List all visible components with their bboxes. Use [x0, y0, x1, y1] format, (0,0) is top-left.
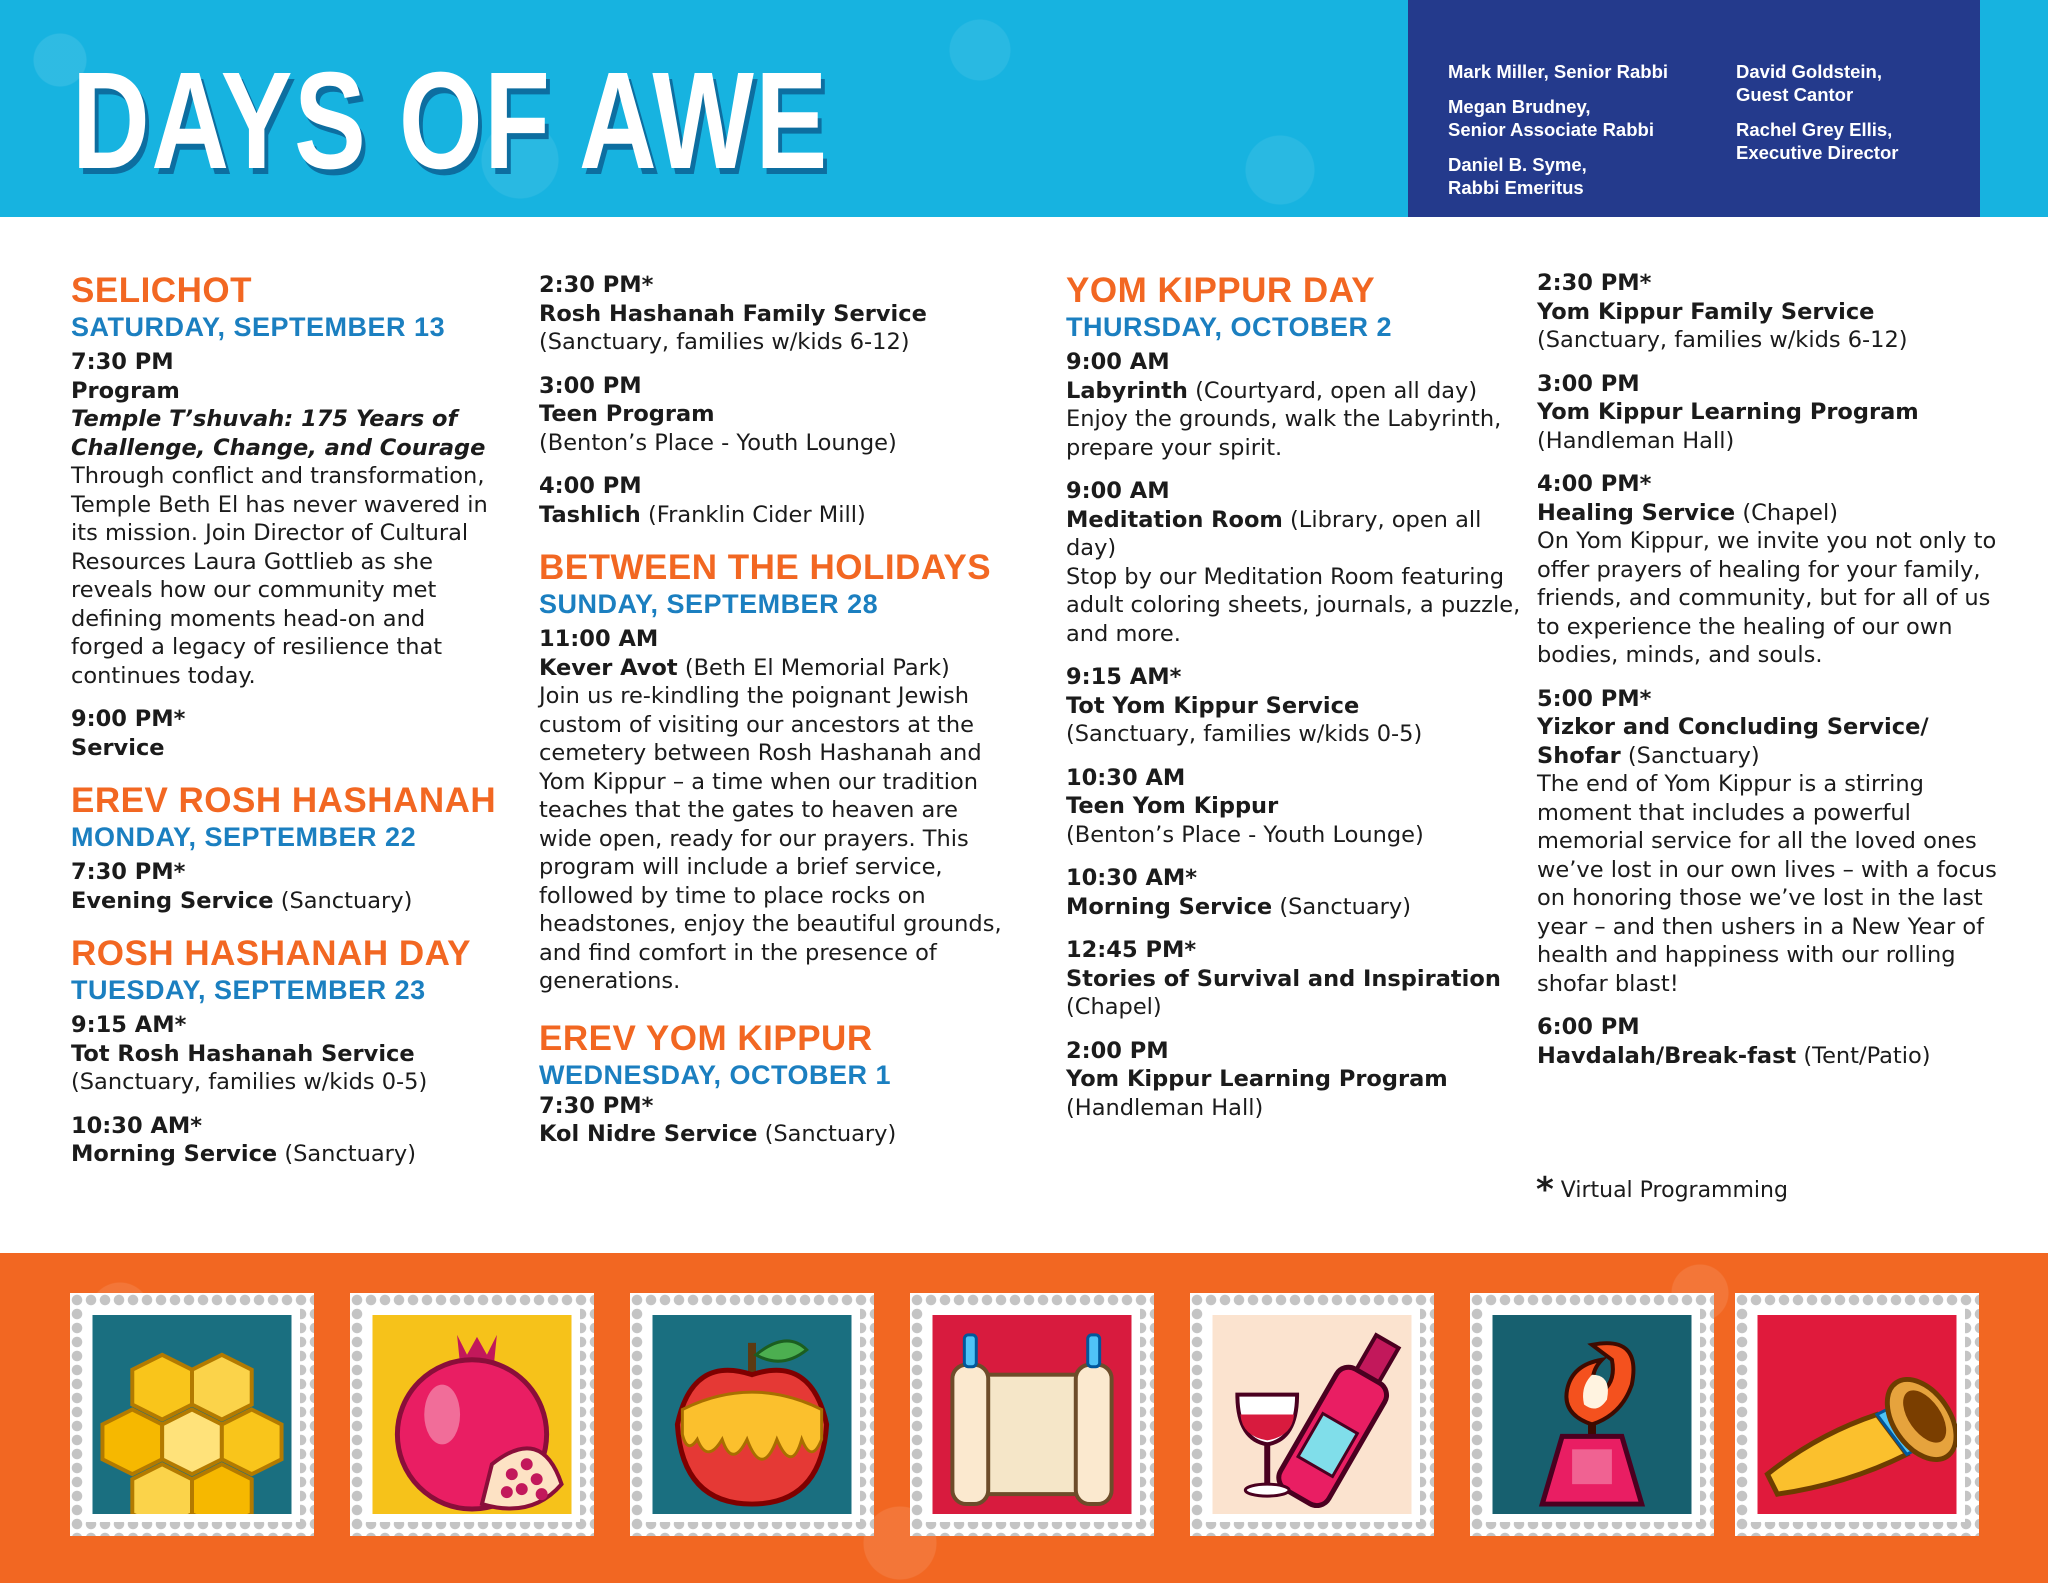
event-name: Evening Service — [71, 887, 274, 914]
event-time: 9:00 PM* — [71, 706, 186, 732]
staff-role: Senior Associate Rabbi — [1448, 119, 1654, 140]
event-description: The end of Yom Kippur is a stirring moment that includes a powerful memorial service for all the loved ones we’ve lost in our own lives – with a focus on honoring those we’ve lost in the last year – and then ushers in a New Year of health and happiness with our rolling shofar blast! — [1537, 771, 1997, 997]
event-time: 10:30 AM* — [1066, 865, 1198, 891]
event-time: 9:15 AM* — [71, 1012, 187, 1038]
section-date: WEDNESDAY, OCTOBER 1 — [539, 1059, 892, 1090]
event-item — [539, 372, 1009, 458]
event-subtitle: Temple T’shuvah: 175 Years of Challenge, Change, and Courage — [71, 406, 486, 461]
event-item — [539, 625, 1009, 996]
event-time: 12:45 PM* — [1066, 937, 1197, 963]
event-time: 4:00 PM* — [1537, 471, 1652, 497]
section-between-the-holidays — [539, 549, 1009, 996]
stamp-frame — [84, 1307, 300, 1522]
event-description: On Yom Kippur, we invite you not only to offer prayers of healing for your family, friends, and community, but for all of us to experience the healing of our own bodies, minds, and souls. — [1537, 528, 1997, 668]
section-erev-yom-kippur — [539, 1020, 1009, 1149]
event-time: 2:00 PM — [1066, 1037, 1169, 1064]
section-title: BETWEEN THE HOLIDAYS — [539, 548, 992, 587]
event-time: 7:30 PM* — [539, 1092, 654, 1119]
event-location: (Sanctuary) — [280, 887, 413, 914]
event-name: Teen Yom Kippur — [1066, 793, 1279, 819]
event-name: Labyrinth — [1066, 377, 1188, 404]
event-name: Kever Avot — [539, 654, 678, 681]
event-item — [1066, 663, 1536, 749]
event-name: Yizkor and Concluding Service/ Shofar — [1537, 714, 1929, 769]
candle-icon — [1492, 1315, 1692, 1514]
torah-scroll-icon — [932, 1315, 1132, 1514]
page-title: DAYS OF AWE — [72, 44, 829, 198]
staff-name: Mark Miller, Senior Rabbi — [1448, 61, 1669, 82]
staff-name: Megan Brudney, — [1448, 96, 1591, 117]
stamp — [350, 1293, 594, 1536]
event-item — [1537, 685, 2007, 999]
event-item — [1537, 269, 2007, 355]
event-item — [1537, 470, 2007, 670]
section-title: EREV ROSH HASHANAH — [71, 781, 497, 820]
event-description: Through conflict and transformation, Temple Beth El has never wavered in its mission. Join Director of Cultural Resources Laura Gottlieb as she reveals how our community met defining moments head-on and forged a legacy of resilience that continues today. — [71, 463, 488, 689]
staff-entry — [1448, 95, 1698, 141]
event-location: (Sanctuary, families w/kids 0-5) — [1066, 721, 1423, 747]
staff-column-right — [1736, 60, 1976, 176]
header-banner — [0, 0, 2048, 217]
event-name: Tashlich — [539, 501, 641, 528]
event-name: Tot Yom Kippur Service — [1066, 692, 1360, 719]
stamp — [1735, 1293, 1979, 1536]
event-time: 2:30 PM* — [539, 272, 654, 298]
event-location: (Sanctuary, families w/kids 6-12) — [539, 329, 910, 355]
event-time: 7:30 PM — [71, 349, 174, 375]
event-item — [1066, 348, 1536, 462]
staff-entry — [1448, 60, 1698, 83]
event-item — [1066, 1037, 1536, 1123]
event-name: Havdalah/Break-fast — [1537, 1042, 1797, 1069]
staff-role: Guest Cantor — [1736, 84, 1854, 105]
staff-role: Executive Director — [1736, 142, 1899, 163]
event-location: (Handleman Hall) — [1537, 427, 1735, 454]
event-time: 10:30 AM — [1066, 764, 1186, 791]
event-location: (Courtyard, open all day) — [1195, 377, 1478, 404]
section-date: SATURDAY, SEPTEMBER 13 — [71, 312, 446, 342]
event-name: Yom Kippur Learning Program — [1537, 399, 1919, 425]
stamp — [1470, 1293, 1714, 1536]
event-name: Kol Nidre Service — [539, 1121, 758, 1147]
section-date: THURSDAY, OCTOBER 2 — [1066, 312, 1393, 342]
stamp-frame — [644, 1307, 860, 1522]
event-item — [1066, 936, 1536, 1022]
shofar-icon — [1757, 1315, 1957, 1514]
section-title: YOM KIPPUR DAY — [1066, 271, 1376, 310]
staff-entry — [1736, 118, 1976, 164]
stamp-frame — [364, 1307, 580, 1522]
schedule-column-4 — [1537, 269, 2007, 1090]
event-description: Join us re-kindling the poignant Jewish custom of visiting our ancestors at the cemetery between Rosh Hashanah and Yom Kippur – a time when our tradition teaches that the gates to heaven are wide open, ready for our prayers. This program will include a brief service, followed by time to place rocks on headstones, enjoy the beautiful grounds, and find comfort in the presence of generations. — [539, 683, 1002, 994]
event-item — [71, 348, 501, 690]
event-name: Morning Service — [71, 1141, 278, 1167]
event-item — [539, 1092, 1009, 1149]
event-description: Stop by our Meditation Room featuring adult coloring sheets, journals, a puzzle, and more. — [1066, 563, 1521, 647]
event-location: (Sanctuary, families w/kids 0-5) — [71, 1069, 428, 1095]
section-date: SUNDAY, SEPTEMBER 28 — [539, 589, 879, 619]
event-time: 11:00 AM — [539, 626, 659, 652]
stamp-frame — [1204, 1307, 1420, 1522]
event-name: Service — [71, 734, 165, 761]
event-item — [539, 472, 1009, 529]
wine-bottle-icon — [1212, 1315, 1412, 1514]
event-item — [539, 271, 1009, 357]
pomegranate-icon — [372, 1315, 572, 1514]
event-time: 3:00 PM — [1537, 370, 1640, 397]
event-time: 4:00 PM — [539, 473, 642, 499]
section-rosh-hashanah-day — [71, 935, 501, 1169]
event-name: Healing Service — [1537, 499, 1736, 526]
section-selichot — [71, 272, 501, 762]
section-date: MONDAY, SEPTEMBER 22 — [71, 822, 417, 852]
event-item — [71, 705, 501, 762]
event-name: Yom Kippur Learning Program — [1066, 1066, 1448, 1092]
event-location: (Sanctuary) — [1279, 893, 1412, 920]
section-date: TUESDAY, SEPTEMBER 23 — [71, 975, 426, 1005]
event-name: Stories of Survival and Inspiration — [1066, 965, 1501, 992]
event-location: (Handleman Hall) — [1066, 1094, 1264, 1121]
event-time: 9:00 AM — [1066, 478, 1170, 504]
event-item — [71, 858, 501, 915]
event-name: Teen Program — [539, 401, 715, 427]
staff-box — [1408, 0, 1980, 217]
stamp — [1190, 1293, 1434, 1536]
stamp-frame — [1749, 1307, 1965, 1522]
event-location: (Sanctuary) — [1627, 742, 1760, 769]
event-description: Enjoy the grounds, walk the Labyrinth, prepare your spirit. — [1066, 406, 1502, 461]
section-erev-rosh-hashanah — [71, 782, 501, 915]
stamp — [630, 1293, 874, 1536]
staff-column-left — [1448, 60, 1698, 211]
event-time: 7:30 PM* — [71, 859, 186, 885]
section-title: ROSH HASHANAH DAY — [71, 934, 472, 973]
event-location: (Franklin Cider Mill) — [647, 501, 866, 528]
schedule-column-3 — [1066, 272, 1536, 1142]
stamp-frame — [924, 1307, 1140, 1522]
event-location: (Sanctuary) — [284, 1141, 417, 1167]
event-time: 2:30 PM* — [1537, 270, 1652, 296]
staff-role: Rabbi Emeritus — [1448, 177, 1584, 198]
schedule-column-1 — [71, 272, 501, 1189]
stamp-strip — [0, 1253, 2048, 1583]
event-item — [1537, 1013, 2007, 1070]
stamp — [910, 1293, 1154, 1536]
apple-honey-icon — [652, 1315, 852, 1514]
stamp — [70, 1293, 314, 1536]
event-name: Morning Service — [1066, 893, 1273, 920]
event-location: (Beth El Memorial Park) — [684, 654, 950, 681]
event-name: Meditation Room — [1066, 506, 1283, 533]
event-location: (Chapel) — [1066, 994, 1162, 1020]
section-title: EREV YOM KIPPUR — [539, 1018, 873, 1058]
event-name: Rosh Hashanah Family Service — [539, 300, 927, 327]
staff-name: Daniel B. Syme, — [1448, 154, 1587, 175]
event-name: Yom Kippur Family Service — [1537, 298, 1875, 325]
event-item — [1066, 477, 1536, 648]
event-time: 3:00 PM — [539, 372, 642, 399]
event-location: (Library, open all day) — [1066, 506, 1482, 561]
staff-name: David Goldstein, — [1736, 61, 1882, 82]
stamp-frame — [1484, 1307, 1700, 1522]
event-name: Program — [71, 377, 180, 404]
staff-entry — [1448, 153, 1698, 199]
event-item — [71, 1112, 501, 1169]
event-time: 10:30 AM* — [71, 1112, 203, 1139]
honeycomb-icon — [92, 1315, 292, 1514]
section-rosh-hashanah-day-continued — [539, 271, 1009, 529]
event-item — [1537, 370, 2007, 456]
event-item — [1066, 764, 1536, 850]
event-location: (Benton’s Place - Youth Lounge) — [539, 429, 897, 456]
event-location: (Sanctuary) — [764, 1121, 897, 1147]
schedule-content — [0, 217, 2048, 1253]
event-item — [1066, 864, 1536, 921]
section-yom-kippur-day — [1066, 272, 1536, 1122]
virtual-programming-note — [1536, 1170, 1788, 1210]
event-location: (Chapel) — [1742, 499, 1839, 526]
event-time: 6:00 PM — [1537, 1014, 1640, 1040]
event-time: 5:00 PM* — [1537, 685, 1652, 712]
section-title: SELICHOT — [71, 271, 252, 310]
note-text: Virtual Programming — [1560, 1178, 1788, 1203]
event-location: (Tent/Patio) — [1803, 1042, 1931, 1069]
staff-name: Rachel Grey Ellis, — [1736, 119, 1893, 140]
event-name: Tot Rosh Hashanah Service — [71, 1040, 415, 1067]
section-yom-kippur-day-continued — [1537, 269, 2007, 1070]
event-item — [71, 1011, 501, 1097]
staff-entry — [1736, 60, 1976, 106]
schedule-column-2 — [539, 271, 1009, 1169]
event-location: (Benton’s Place - Youth Lounge) — [1066, 821, 1424, 848]
event-location: (Sanctuary, families w/kids 6-12) — [1537, 327, 1908, 353]
event-time: 9:00 AM — [1066, 349, 1170, 375]
asterisk-icon: * — [1536, 1170, 1554, 1210]
event-time: 9:15 AM* — [1066, 664, 1182, 690]
